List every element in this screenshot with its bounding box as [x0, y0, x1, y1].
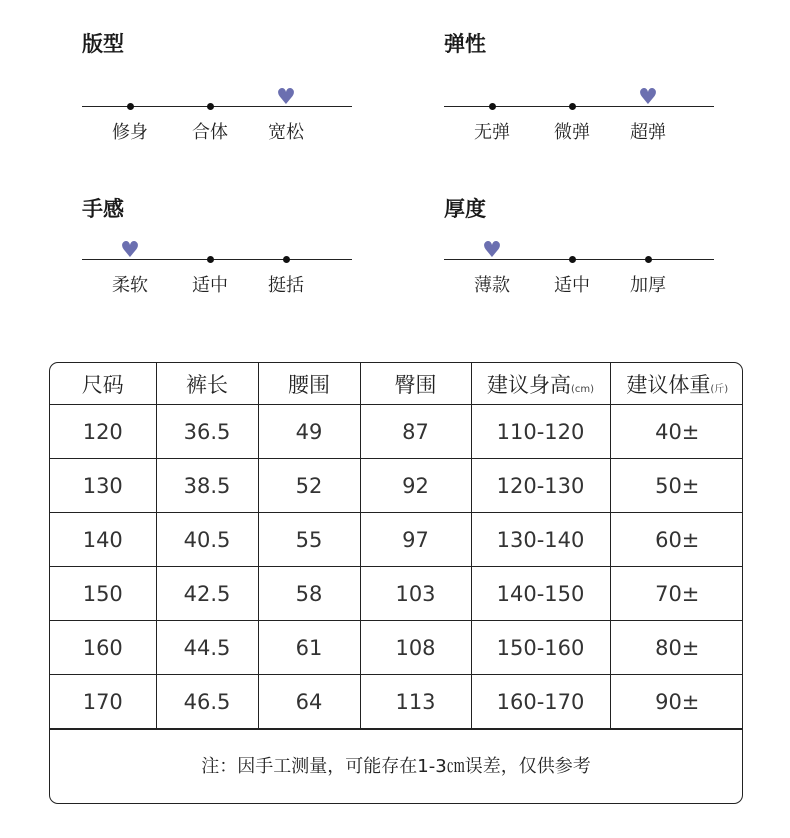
dot-icon	[645, 256, 652, 263]
table-cell: 87	[360, 405, 471, 459]
table-cell: 103	[360, 567, 471, 621]
unit-label: (斤)	[710, 383, 729, 395]
table-cell: 40±	[610, 405, 743, 459]
option-label: 合体	[192, 122, 228, 143]
table-cell: 120	[50, 405, 156, 459]
size-grid	[50, 363, 743, 729]
option-label: 超弹	[630, 122, 666, 143]
dot-icon	[569, 103, 576, 110]
table-cell: 130	[50, 459, 156, 513]
attr-thickness	[444, 195, 716, 310]
table-cell: 160-170	[471, 675, 610, 729]
table-header-row	[50, 363, 743, 405]
dot-icon	[207, 103, 214, 110]
table-cell: 46.5	[156, 675, 258, 729]
table-cell: 60±	[610, 513, 743, 567]
attr-title: 厚度	[444, 197, 486, 221]
table-cell: 40.5	[156, 513, 258, 567]
table-cell: 64	[258, 675, 360, 729]
attr-fit	[82, 30, 354, 145]
table-cell: 108	[360, 621, 471, 675]
option-label: 微弹	[554, 122, 590, 143]
dot-icon	[127, 103, 134, 110]
option-label: 宽松	[268, 122, 304, 143]
table-cell: 140-150	[471, 567, 610, 621]
table-cell: 58	[258, 567, 360, 621]
heart-icon: ♥	[638, 85, 658, 110]
table-cell: 52	[258, 459, 360, 513]
table-cell: 42.5	[156, 567, 258, 621]
attr-title: 版型	[82, 32, 124, 56]
scale-line	[82, 106, 352, 107]
option-label: 挺括	[268, 275, 304, 296]
table-cell: 61	[258, 621, 360, 675]
table-cell: 90±	[610, 675, 743, 729]
unit-label: (cm)	[570, 383, 595, 395]
size-table	[49, 362, 743, 804]
table-cell: 150-160	[471, 621, 610, 675]
option-label: 适中	[554, 275, 590, 296]
table-cell: 55	[258, 513, 360, 567]
option-label: 无弹	[474, 122, 510, 143]
table-cell: 150	[50, 567, 156, 621]
table-cell: 140	[50, 513, 156, 567]
option-label: 修身	[112, 122, 148, 143]
table-row	[50, 567, 743, 621]
table-row	[50, 459, 743, 513]
table-cell: 113	[360, 675, 471, 729]
table-cell: 50±	[610, 459, 743, 513]
header-hip: 臀围	[360, 363, 471, 405]
table-cell: 70±	[610, 567, 743, 621]
table-cell: 160	[50, 621, 156, 675]
option-label: 适中	[192, 275, 228, 296]
dot-icon	[569, 256, 576, 263]
table-cell: 80±	[610, 621, 743, 675]
header-size: 尺码	[50, 363, 156, 405]
table-cell: 110-120	[471, 405, 610, 459]
table-cell: 36.5	[156, 405, 258, 459]
header-weight: 建议体重(斤)	[610, 363, 743, 405]
attr-title: 弹性	[444, 32, 486, 56]
dot-icon	[489, 103, 496, 110]
table-cell: 49	[258, 405, 360, 459]
heart-icon: ♥	[482, 238, 502, 263]
header-waist: 腰围	[258, 363, 360, 405]
option-label: 柔软	[112, 275, 148, 296]
table-cell: 44.5	[156, 621, 258, 675]
attr-title: 手感	[82, 197, 124, 221]
attr-hand-feel	[82, 195, 354, 310]
table-cell: 92	[360, 459, 471, 513]
table-cell: 38.5	[156, 459, 258, 513]
table-cell: 130-140	[471, 513, 610, 567]
dot-icon	[283, 256, 290, 263]
table-row	[50, 675, 743, 729]
table-cell: 120-130	[471, 459, 610, 513]
table-cell: 97	[360, 513, 471, 567]
table-row	[50, 513, 743, 567]
heart-icon: ♥	[120, 238, 140, 263]
scale-line	[444, 106, 714, 107]
header-height: 建议身高(cm)	[471, 363, 610, 405]
option-label: 加厚	[630, 275, 666, 296]
header-length: 裤长	[156, 363, 258, 405]
measurement-note: 注：因手工测量，可能存在1-3㎝误差，仅供参考	[50, 729, 742, 803]
table-cell: 170	[50, 675, 156, 729]
table-row	[50, 621, 743, 675]
attr-elasticity	[444, 30, 716, 145]
dot-icon	[207, 256, 214, 263]
option-label: 薄款	[474, 275, 510, 296]
table-row	[50, 405, 743, 459]
heart-icon: ♥	[276, 85, 296, 110]
